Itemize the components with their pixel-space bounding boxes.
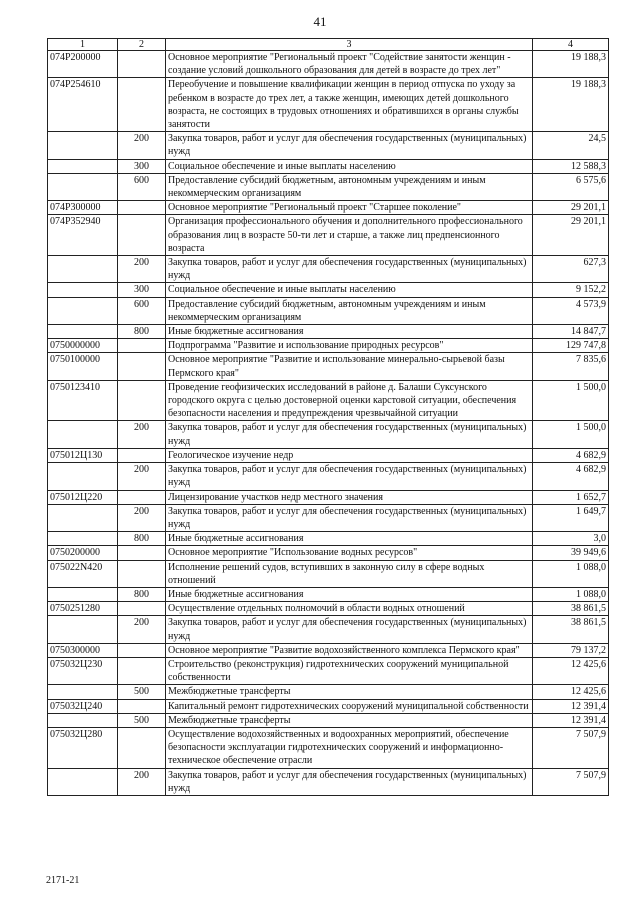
cell-name: Переобучение и повышение квалификации женщин в период отпуска по уходу за ребенком в возрасте до трех лет, а также женщин, имеющих детей дошкольного возраста, не состоящих в трудовых отношениях и обратившихся в органы службы занятости — [166, 78, 533, 132]
cell-amount: 19 188,3 — [533, 51, 609, 78]
cell-code: 075022N420 — [48, 560, 118, 587]
cell-amount: 1 500,0 — [533, 380, 609, 421]
cell-expense-type: 600 — [118, 173, 166, 200]
cell-amount: 39 949,6 — [533, 546, 609, 560]
cell-code: 075012Ц220 — [48, 490, 118, 504]
cell-name: Организация профессионального обучения и дополнительного профессионального образования лиц в возрасте 50-ти лет и старше, а также лиц предпенсионного возраста — [166, 215, 533, 256]
cell-code: 0750123410 — [48, 380, 118, 421]
cell-name: Строительство (реконструкция) гидротехнических сооружений муниципальной собственности — [166, 657, 533, 684]
cell-expense-type — [118, 339, 166, 353]
cell-name: Социальное обеспечение и иные выплаты населению — [166, 283, 533, 297]
budget-table — [47, 38, 609, 796]
cell-code — [48, 768, 118, 795]
cell-expense-type — [118, 490, 166, 504]
cell-code: 075032Ц230 — [48, 657, 118, 684]
cell-name: Закупка товаров, работ и услуг для обеспечения государственных (муниципальных) нужд — [166, 616, 533, 643]
cell-amount: 129 747,8 — [533, 339, 609, 353]
table-row — [48, 339, 609, 353]
cell-code — [48, 685, 118, 699]
cell-expense-type: 200 — [118, 768, 166, 795]
table-row — [48, 560, 609, 587]
cell-amount: 29 201,1 — [533, 201, 609, 215]
cell-name: Межбюджетные трансферты — [166, 685, 533, 699]
table-row — [48, 713, 609, 727]
cell-amount: 627,3 — [533, 256, 609, 283]
table-row — [48, 727, 609, 768]
cell-code: 074P300000 — [48, 201, 118, 215]
page-number: 41 — [313, 14, 327, 29]
table-row — [48, 685, 609, 699]
footer-code: 2171-21 — [46, 875, 80, 886]
cell-code — [48, 256, 118, 283]
cell-amount: 9 152,2 — [533, 283, 609, 297]
cell-code: 074P200000 — [48, 51, 118, 78]
cell-amount: 1 652,7 — [533, 490, 609, 504]
cell-name: Закупка товаров, работ и услуг для обеспечения государственных (муниципальных) нужд — [166, 421, 533, 448]
cell-code — [48, 297, 118, 324]
table-row — [48, 325, 609, 339]
cell-code — [48, 173, 118, 200]
cell-expense-type: 200 — [118, 463, 166, 490]
cell-name: Закупка товаров, работ и услуг для обеспечения государственных (муниципальных) нужд — [166, 504, 533, 531]
table-row — [48, 380, 609, 421]
table-row — [48, 297, 609, 324]
cell-amount: 19 188,3 — [533, 78, 609, 132]
cell-expense-type: 300 — [118, 283, 166, 297]
cell-name: Осуществление водохозяйственных и водоохранных мероприятий, обеспечение безопасности эксплуатации гидротехнических сооружений и информационно-техническое обеспечение отрасли — [166, 727, 533, 768]
cell-expense-type: 600 — [118, 297, 166, 324]
cell-amount: 12 588,3 — [533, 159, 609, 173]
cell-amount: 12 391,4 — [533, 699, 609, 713]
cell-expense-type — [118, 602, 166, 616]
cell-expense-type — [118, 643, 166, 657]
cell-expense-type: 500 — [118, 685, 166, 699]
cell-amount: 1 088,0 — [533, 587, 609, 601]
cell-code — [48, 504, 118, 531]
header-col-1: 1 — [48, 39, 118, 51]
cell-code — [48, 421, 118, 448]
cell-amount: 4 573,9 — [533, 297, 609, 324]
cell-expense-type: 800 — [118, 532, 166, 546]
cell-expense-type — [118, 380, 166, 421]
cell-expense-type: 800 — [118, 587, 166, 601]
table-row — [48, 602, 609, 616]
cell-expense-type — [118, 78, 166, 132]
cell-expense-type — [118, 560, 166, 587]
table-row — [48, 132, 609, 159]
cell-amount: 1 500,0 — [533, 421, 609, 448]
cell-amount: 38 861,5 — [533, 602, 609, 616]
cell-name: Капитальный ремонт гидротехнических сооружений муниципальной собственности — [166, 699, 533, 713]
cell-code: 075032Ц280 — [48, 727, 118, 768]
cell-code — [48, 325, 118, 339]
cell-amount: 1 088,0 — [533, 560, 609, 587]
header-col-3: 3 — [166, 39, 533, 51]
cell-name: Геологическое изучение недр — [166, 448, 533, 462]
cell-name: Основное мероприятие "Развитие водохозяйственного комплекса Пермского края" — [166, 643, 533, 657]
cell-name: Основное мероприятие "Региональный проект "Содействие занятости женщин - создание условий дошкольного образования для детей в возрасте до трех лет" — [166, 51, 533, 78]
table-row — [48, 699, 609, 713]
cell-code: 0750000000 — [48, 339, 118, 353]
table-row — [48, 159, 609, 173]
table-row — [48, 546, 609, 560]
cell-name: Иные бюджетные ассигнования — [166, 325, 533, 339]
table-row — [48, 532, 609, 546]
cell-name: Основное мероприятие "Региональный проект "Старшее поколение" — [166, 201, 533, 215]
table-row — [48, 173, 609, 200]
table-row — [48, 490, 609, 504]
cell-amount: 38 861,5 — [533, 616, 609, 643]
table-row — [48, 616, 609, 643]
table-row — [48, 201, 609, 215]
cell-expense-type: 500 — [118, 713, 166, 727]
table-row — [48, 643, 609, 657]
header-col-2: 2 — [118, 39, 166, 51]
cell-expense-type — [118, 201, 166, 215]
cell-amount: 14 847,7 — [533, 325, 609, 339]
table-row — [48, 504, 609, 531]
cell-name: Межбюджетные трансферты — [166, 713, 533, 727]
cell-expense-type: 200 — [118, 132, 166, 159]
table-row — [48, 463, 609, 490]
cell-expense-type — [118, 727, 166, 768]
cell-expense-type: 300 — [118, 159, 166, 173]
table-row — [48, 215, 609, 256]
table-row — [48, 256, 609, 283]
header-row — [48, 39, 609, 51]
cell-code — [48, 159, 118, 173]
cell-name: Предоставление субсидий бюджетным, автономным учреждениям и иным некоммерческим организациям — [166, 297, 533, 324]
cell-expense-type — [118, 353, 166, 380]
cell-amount: 4 682,9 — [533, 448, 609, 462]
cell-name: Закупка товаров, работ и услуг для обеспечения государственных (муниципальных) нужд — [166, 132, 533, 159]
cell-expense-type — [118, 215, 166, 256]
cell-name: Подпрограмма "Развитие и использование природных ресурсов" — [166, 339, 533, 353]
cell-expense-type: 800 — [118, 325, 166, 339]
cell-amount: 6 575,6 — [533, 173, 609, 200]
cell-code: 074P254610 — [48, 78, 118, 132]
cell-code — [48, 283, 118, 297]
cell-amount: 12 425,6 — [533, 657, 609, 684]
cell-amount: 3,0 — [533, 532, 609, 546]
cell-expense-type — [118, 448, 166, 462]
cell-expense-type — [118, 51, 166, 78]
cell-amount: 7 507,9 — [533, 768, 609, 795]
cell-code — [48, 463, 118, 490]
cell-name: Иные бюджетные ассигнования — [166, 587, 533, 601]
cell-code — [48, 532, 118, 546]
cell-expense-type — [118, 546, 166, 560]
cell-name: Исполнение решений судов, вступивших в законную силу в сфере водных отношений — [166, 560, 533, 587]
cell-amount: 79 137,2 — [533, 643, 609, 657]
cell-code: 0750100000 — [48, 353, 118, 380]
cell-code — [48, 132, 118, 159]
cell-name: Основное мероприятие "Использование водных ресурсов" — [166, 546, 533, 560]
cell-expense-type: 200 — [118, 256, 166, 283]
cell-code: 0750251280 — [48, 602, 118, 616]
cell-expense-type — [118, 657, 166, 684]
cell-code: 0750300000 — [48, 643, 118, 657]
cell-amount: 7 507,9 — [533, 727, 609, 768]
table-row — [48, 421, 609, 448]
cell-code: 075032Ц240 — [48, 699, 118, 713]
cell-amount: 1 649,7 — [533, 504, 609, 531]
cell-expense-type: 200 — [118, 504, 166, 531]
cell-code: 0750200000 — [48, 546, 118, 560]
table-row — [48, 448, 609, 462]
cell-name: Иные бюджетные ассигнования — [166, 532, 533, 546]
table-row — [48, 768, 609, 795]
cell-name: Осуществление отдельных полномочий в области водных отношений — [166, 602, 533, 616]
cell-amount: 24,5 — [533, 132, 609, 159]
cell-name: Лицензирование участков недр местного значения — [166, 490, 533, 504]
cell-name: Закупка товаров, работ и услуг для обеспечения государственных (муниципальных) нужд — [166, 256, 533, 283]
table-row — [48, 657, 609, 684]
table-row — [48, 587, 609, 601]
cell-name: Закупка товаров, работ и услуг для обеспечения государственных (муниципальных) нужд — [166, 463, 533, 490]
cell-code — [48, 587, 118, 601]
cell-code: 075012Ц130 — [48, 448, 118, 462]
cell-expense-type: 200 — [118, 616, 166, 643]
cell-name: Основное мероприятие "Развитие и использование минерально-сырьевой базы Пермского края" — [166, 353, 533, 380]
header-col-4: 4 — [533, 39, 609, 51]
cell-amount: 12 425,6 — [533, 685, 609, 699]
cell-expense-type — [118, 699, 166, 713]
cell-expense-type: 200 — [118, 421, 166, 448]
cell-code — [48, 713, 118, 727]
cell-amount: 29 201,1 — [533, 215, 609, 256]
table-row — [48, 283, 609, 297]
cell-amount: 7 835,6 — [533, 353, 609, 380]
table-row — [48, 78, 609, 132]
cell-name: Социальное обеспечение и иные выплаты населению — [166, 159, 533, 173]
table-row — [48, 353, 609, 380]
cell-code: 074P352940 — [48, 215, 118, 256]
table-row — [48, 51, 609, 78]
cell-name: Проведение геофизических исследований в районе д. Балаши Суксунского городского округа с целью достоверной оценки карстовой ситуации, обеспечения безопасности населения и предупреждения чрезвычайной ситуации — [166, 380, 533, 421]
cell-name: Закупка товаров, работ и услуг для обеспечения государственных (муниципальных) нужд — [166, 768, 533, 795]
table-body — [48, 39, 609, 796]
cell-amount: 4 682,9 — [533, 463, 609, 490]
cell-name: Предоставление субсидий бюджетным, автономным учреждениям и иным некоммерческим организациям — [166, 173, 533, 200]
cell-code — [48, 616, 118, 643]
cell-amount: 12 391,4 — [533, 713, 609, 727]
